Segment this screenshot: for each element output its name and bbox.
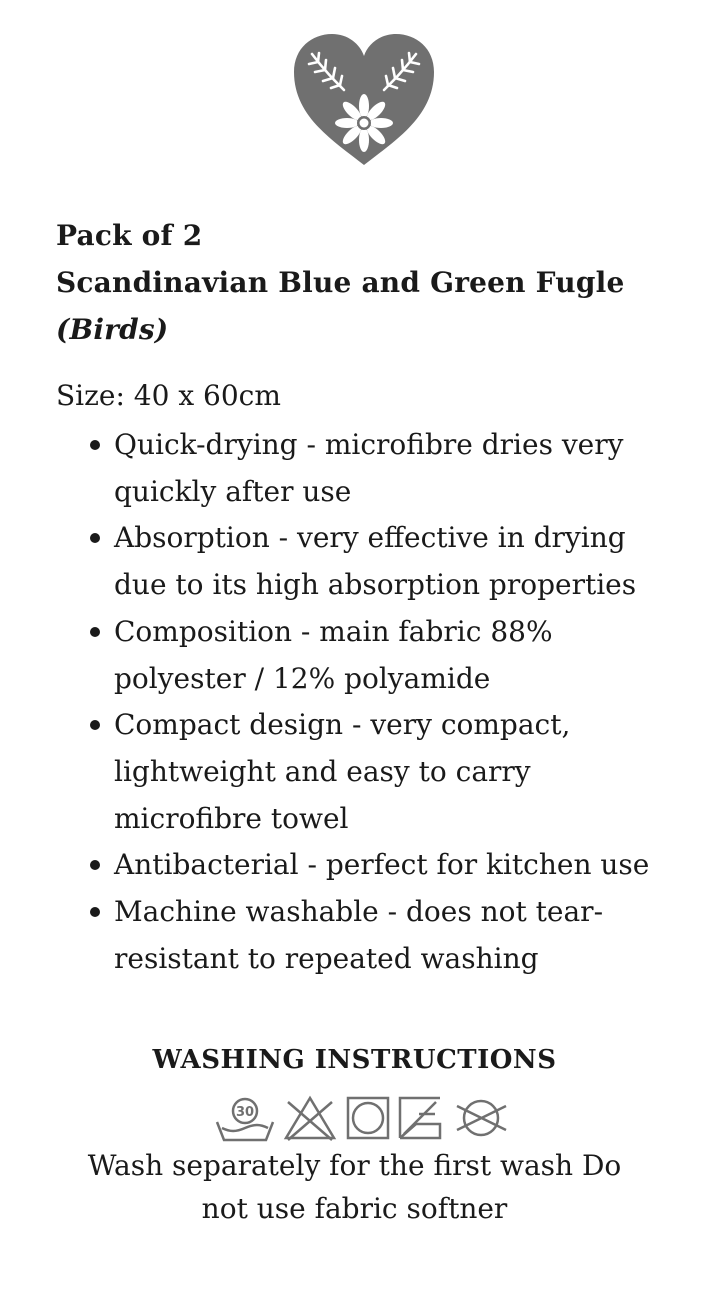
product-name-title: Scandinavian Blue and Green Fugle [56,266,625,299]
list-item: Absorption - very effective in drying due to its high absorption properties [114,515,704,608]
list-item: Composition - main fabric 88% polyester / 12% polyamide [114,609,704,702]
washing-line-1: Wash separately for the first wash Do [87,1149,622,1182]
list-item: Machine washable - does not tear- resistant to repeated washing [114,889,704,982]
wash-temp-label: 30 [235,1105,255,1120]
care-symbols [214,1094,514,1142]
size-info: Size: 40 x 60cm [56,379,281,412]
tumble-dry-icon [348,1098,388,1138]
iron-icon [400,1098,440,1138]
no-dry-clean-icon [457,1101,506,1135]
wash-30-icon [217,1099,273,1140]
list-item: Compact design - very compact, lightweight and easy to carry microfibre towel [114,702,704,842]
feature-list [114,422,704,982]
washing-instructions-heading: WASHING INSTRUCTIONS [152,1045,557,1075]
pack-size-title: Pack of 2 [56,219,203,252]
product-title [56,212,696,353]
list-item: Antibacterial - perfect for kitchen use [114,842,704,889]
product-name-translation: (Birds) [56,313,169,346]
washing-line-2: not use fabric softner [201,1192,508,1225]
list-item: Quick-drying - microfibre dries very quickly after use [114,422,704,515]
no-bleach-icon [286,1098,334,1140]
heart-floral-icon [292,32,436,166]
washing-instructions-text [0,1144,709,1230]
